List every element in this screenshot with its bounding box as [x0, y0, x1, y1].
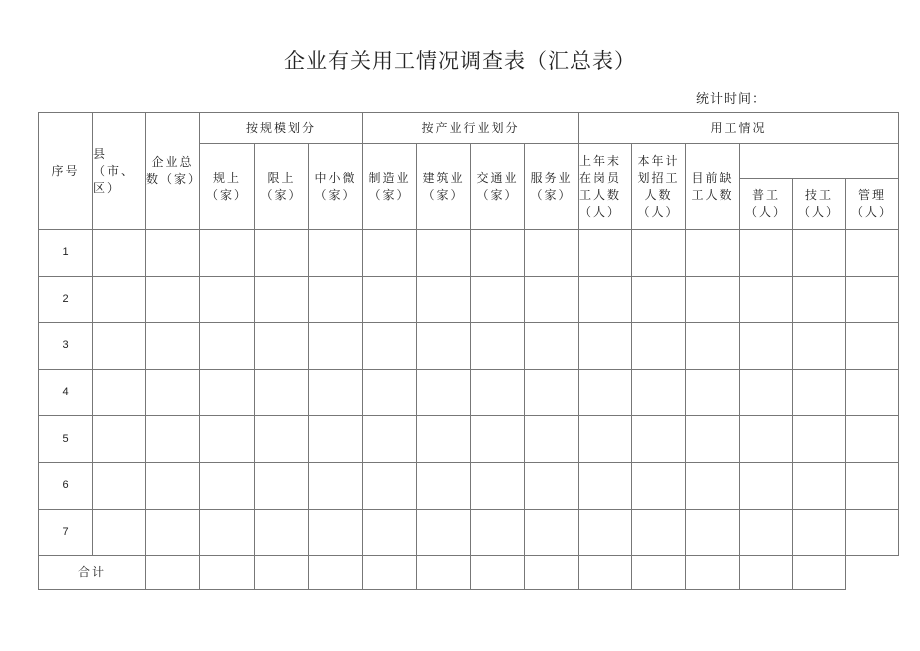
header-transport: 交通业（家） — [471, 144, 525, 230]
table-cell[interactable] — [686, 556, 740, 590]
table-row — [39, 462, 899, 509]
table-cell[interactable] — [363, 509, 417, 556]
total-label: 合计 — [39, 556, 146, 590]
row-number: 2 — [39, 276, 93, 323]
row-number: 7 — [39, 509, 93, 556]
table-cell[interactable] — [471, 323, 525, 370]
table-cell[interactable] — [363, 323, 417, 370]
table-cell[interactable] — [255, 230, 309, 277]
table-cell[interactable] — [846, 416, 899, 463]
table-cell[interactable] — [579, 369, 632, 416]
table-cell[interactable] — [471, 556, 525, 590]
table-cell[interactable] — [793, 230, 846, 277]
table-cell[interactable] — [525, 230, 579, 277]
table-cell[interactable] — [740, 416, 793, 463]
table-cell[interactable] — [525, 276, 579, 323]
document-title: 企业有关用工情况调查表（汇总表） — [284, 49, 636, 73]
summary-table — [38, 112, 899, 590]
table-cell[interactable] — [471, 369, 525, 416]
table-cell[interactable] — [525, 416, 579, 463]
header-last-year-staff: 上年末在岗员工人数（人） — [579, 144, 632, 230]
table-cell[interactable] — [200, 462, 255, 509]
table-cell[interactable] — [93, 509, 146, 556]
table-cell[interactable] — [740, 369, 793, 416]
table-cell[interactable] — [309, 230, 363, 277]
table-cell[interactable] — [309, 556, 363, 590]
table-row — [39, 230, 899, 277]
table-cell[interactable] — [846, 323, 899, 370]
row-number: 6 — [39, 462, 93, 509]
table-cell[interactable] — [793, 323, 846, 370]
table-cell[interactable] — [525, 509, 579, 556]
table-cell[interactable] — [146, 462, 200, 509]
table-cell[interactable] — [146, 276, 200, 323]
table-cell[interactable] — [632, 276, 686, 323]
table-cell[interactable] — [309, 509, 363, 556]
table-cell[interactable] — [93, 416, 146, 463]
table-cell[interactable] — [793, 556, 846, 590]
header-blank — [740, 144, 899, 179]
table-cell[interactable] — [525, 556, 579, 590]
table-cell[interactable] — [93, 462, 146, 509]
header-scale-limit: 限上（家） — [255, 144, 309, 230]
table-cell[interactable] — [255, 416, 309, 463]
table-cell[interactable] — [846, 230, 899, 277]
header-by-industry: 按产业行业划分 — [363, 113, 579, 144]
header-manufacturing: 制造业（家） — [363, 144, 417, 230]
table-cell[interactable] — [632, 556, 686, 590]
table-cell[interactable] — [579, 276, 632, 323]
table-cell[interactable] — [417, 323, 471, 370]
table-cell[interactable] — [146, 509, 200, 556]
header-seq: 序号 — [39, 113, 93, 230]
stat-time-label: 统计时间： — [696, 92, 767, 107]
table-cell[interactable] — [417, 416, 471, 463]
table-cell[interactable] — [255, 323, 309, 370]
header-management: 管理（人） — [846, 179, 899, 230]
table-cell[interactable] — [471, 276, 525, 323]
table-cell[interactable] — [200, 230, 255, 277]
row-number: 5 — [39, 416, 93, 463]
table-cell[interactable] — [200, 556, 255, 590]
table-cell[interactable] — [471, 230, 525, 277]
table-cell[interactable] — [686, 276, 740, 323]
table-cell[interactable] — [255, 369, 309, 416]
table-row — [39, 369, 899, 416]
table-cell[interactable] — [740, 323, 793, 370]
table-cell[interactable] — [793, 462, 846, 509]
table-cell[interactable] — [686, 230, 740, 277]
header-shortage: 目前缺工人数 — [686, 144, 740, 230]
table-cell[interactable] — [525, 323, 579, 370]
table-cell[interactable] — [417, 369, 471, 416]
table-cell[interactable] — [309, 462, 363, 509]
table-cell[interactable] — [417, 276, 471, 323]
table-cell[interactable] — [846, 369, 899, 416]
header-county: 县（市、区） — [93, 113, 146, 230]
table-cell[interactable] — [146, 323, 200, 370]
table-cell[interactable] — [793, 509, 846, 556]
table-cell[interactable] — [417, 556, 471, 590]
table-cell[interactable] — [740, 462, 793, 509]
table-cell[interactable] — [417, 509, 471, 556]
table-cell[interactable] — [363, 369, 417, 416]
table-cell[interactable] — [579, 323, 632, 370]
table-cell[interactable] — [846, 462, 899, 509]
table-cell[interactable] — [525, 462, 579, 509]
table-cell[interactable] — [309, 369, 363, 416]
table-cell[interactable] — [363, 462, 417, 509]
table-cell[interactable] — [686, 462, 740, 509]
header-plan-hire: 本年计划招工人数（人） — [632, 144, 686, 230]
table-row — [39, 276, 899, 323]
table-cell[interactable] — [579, 462, 632, 509]
header-general-worker: 普工（人） — [740, 179, 793, 230]
table-cell[interactable] — [846, 276, 899, 323]
table-cell[interactable] — [686, 323, 740, 370]
table-cell[interactable] — [200, 276, 255, 323]
table-cell[interactable] — [525, 369, 579, 416]
header-skilled-worker: 技工（人） — [793, 179, 846, 230]
table-cell[interactable] — [579, 509, 632, 556]
table-cell[interactable] — [632, 369, 686, 416]
header-by-scale: 按规模划分 — [200, 113, 363, 144]
table-cell[interactable] — [200, 323, 255, 370]
table-row — [39, 323, 899, 370]
table-cell[interactable] — [686, 369, 740, 416]
table-cell[interactable] — [93, 369, 146, 416]
header-scale-small: 中小微（家） — [309, 144, 363, 230]
table-cell[interactable] — [471, 416, 525, 463]
table-cell[interactable] — [632, 230, 686, 277]
table-cell[interactable] — [417, 230, 471, 277]
header-scale-above: 规上（家） — [200, 144, 255, 230]
table-row — [39, 416, 899, 463]
header-construction: 建筑业（家） — [417, 144, 471, 230]
table-cell[interactable] — [740, 276, 793, 323]
table-cell[interactable] — [363, 276, 417, 323]
table-cell[interactable] — [471, 509, 525, 556]
table-cell[interactable] — [632, 509, 686, 556]
row-number: 1 — [39, 230, 93, 277]
table-cell[interactable] — [740, 509, 793, 556]
table-cell[interactable] — [793, 369, 846, 416]
table-cell[interactable] — [632, 323, 686, 370]
table-cell[interactable] — [146, 230, 200, 277]
table-cell[interactable] — [846, 509, 899, 556]
table-cell[interactable] — [363, 416, 417, 463]
table-cell[interactable] — [793, 276, 846, 323]
table-cell[interactable] — [93, 276, 146, 323]
table-cell[interactable] — [146, 556, 200, 590]
table-cell[interactable] — [255, 276, 309, 323]
header-total: 企业总数（家） — [146, 113, 200, 230]
table-cell[interactable] — [146, 369, 200, 416]
table-cell[interactable] — [417, 462, 471, 509]
table-cell[interactable] — [93, 230, 146, 277]
table-cell[interactable] — [200, 369, 255, 416]
table-cell[interactable] — [363, 230, 417, 277]
table-cell[interactable] — [686, 509, 740, 556]
row-number: 4 — [39, 369, 93, 416]
table-cell[interactable] — [309, 276, 363, 323]
table-cell[interactable] — [579, 556, 632, 590]
table-cell[interactable] — [793, 416, 846, 463]
table-cell[interactable] — [686, 416, 740, 463]
header-service: 服务业（家） — [525, 144, 579, 230]
table-cell[interactable] — [740, 230, 793, 277]
table-cell[interactable] — [632, 462, 686, 509]
header-employment: 用工情况 — [579, 113, 899, 144]
table-cell[interactable] — [579, 416, 632, 463]
row-number: 3 — [39, 323, 93, 370]
table-cell[interactable] — [363, 556, 417, 590]
table-row — [39, 509, 899, 556]
table-cell[interactable] — [579, 230, 632, 277]
table-cell[interactable] — [200, 416, 255, 463]
table-cell[interactable] — [255, 509, 309, 556]
table-cell[interactable] — [740, 556, 793, 590]
table-cell[interactable] — [200, 509, 255, 556]
table-cell[interactable] — [309, 416, 363, 463]
table-cell[interactable] — [255, 462, 309, 509]
table-cell[interactable] — [309, 323, 363, 370]
table-cell[interactable] — [255, 556, 309, 590]
table-cell[interactable] — [146, 416, 200, 463]
table-cell[interactable] — [93, 323, 146, 370]
table-cell[interactable] — [471, 462, 525, 509]
table-cell[interactable] — [632, 416, 686, 463]
